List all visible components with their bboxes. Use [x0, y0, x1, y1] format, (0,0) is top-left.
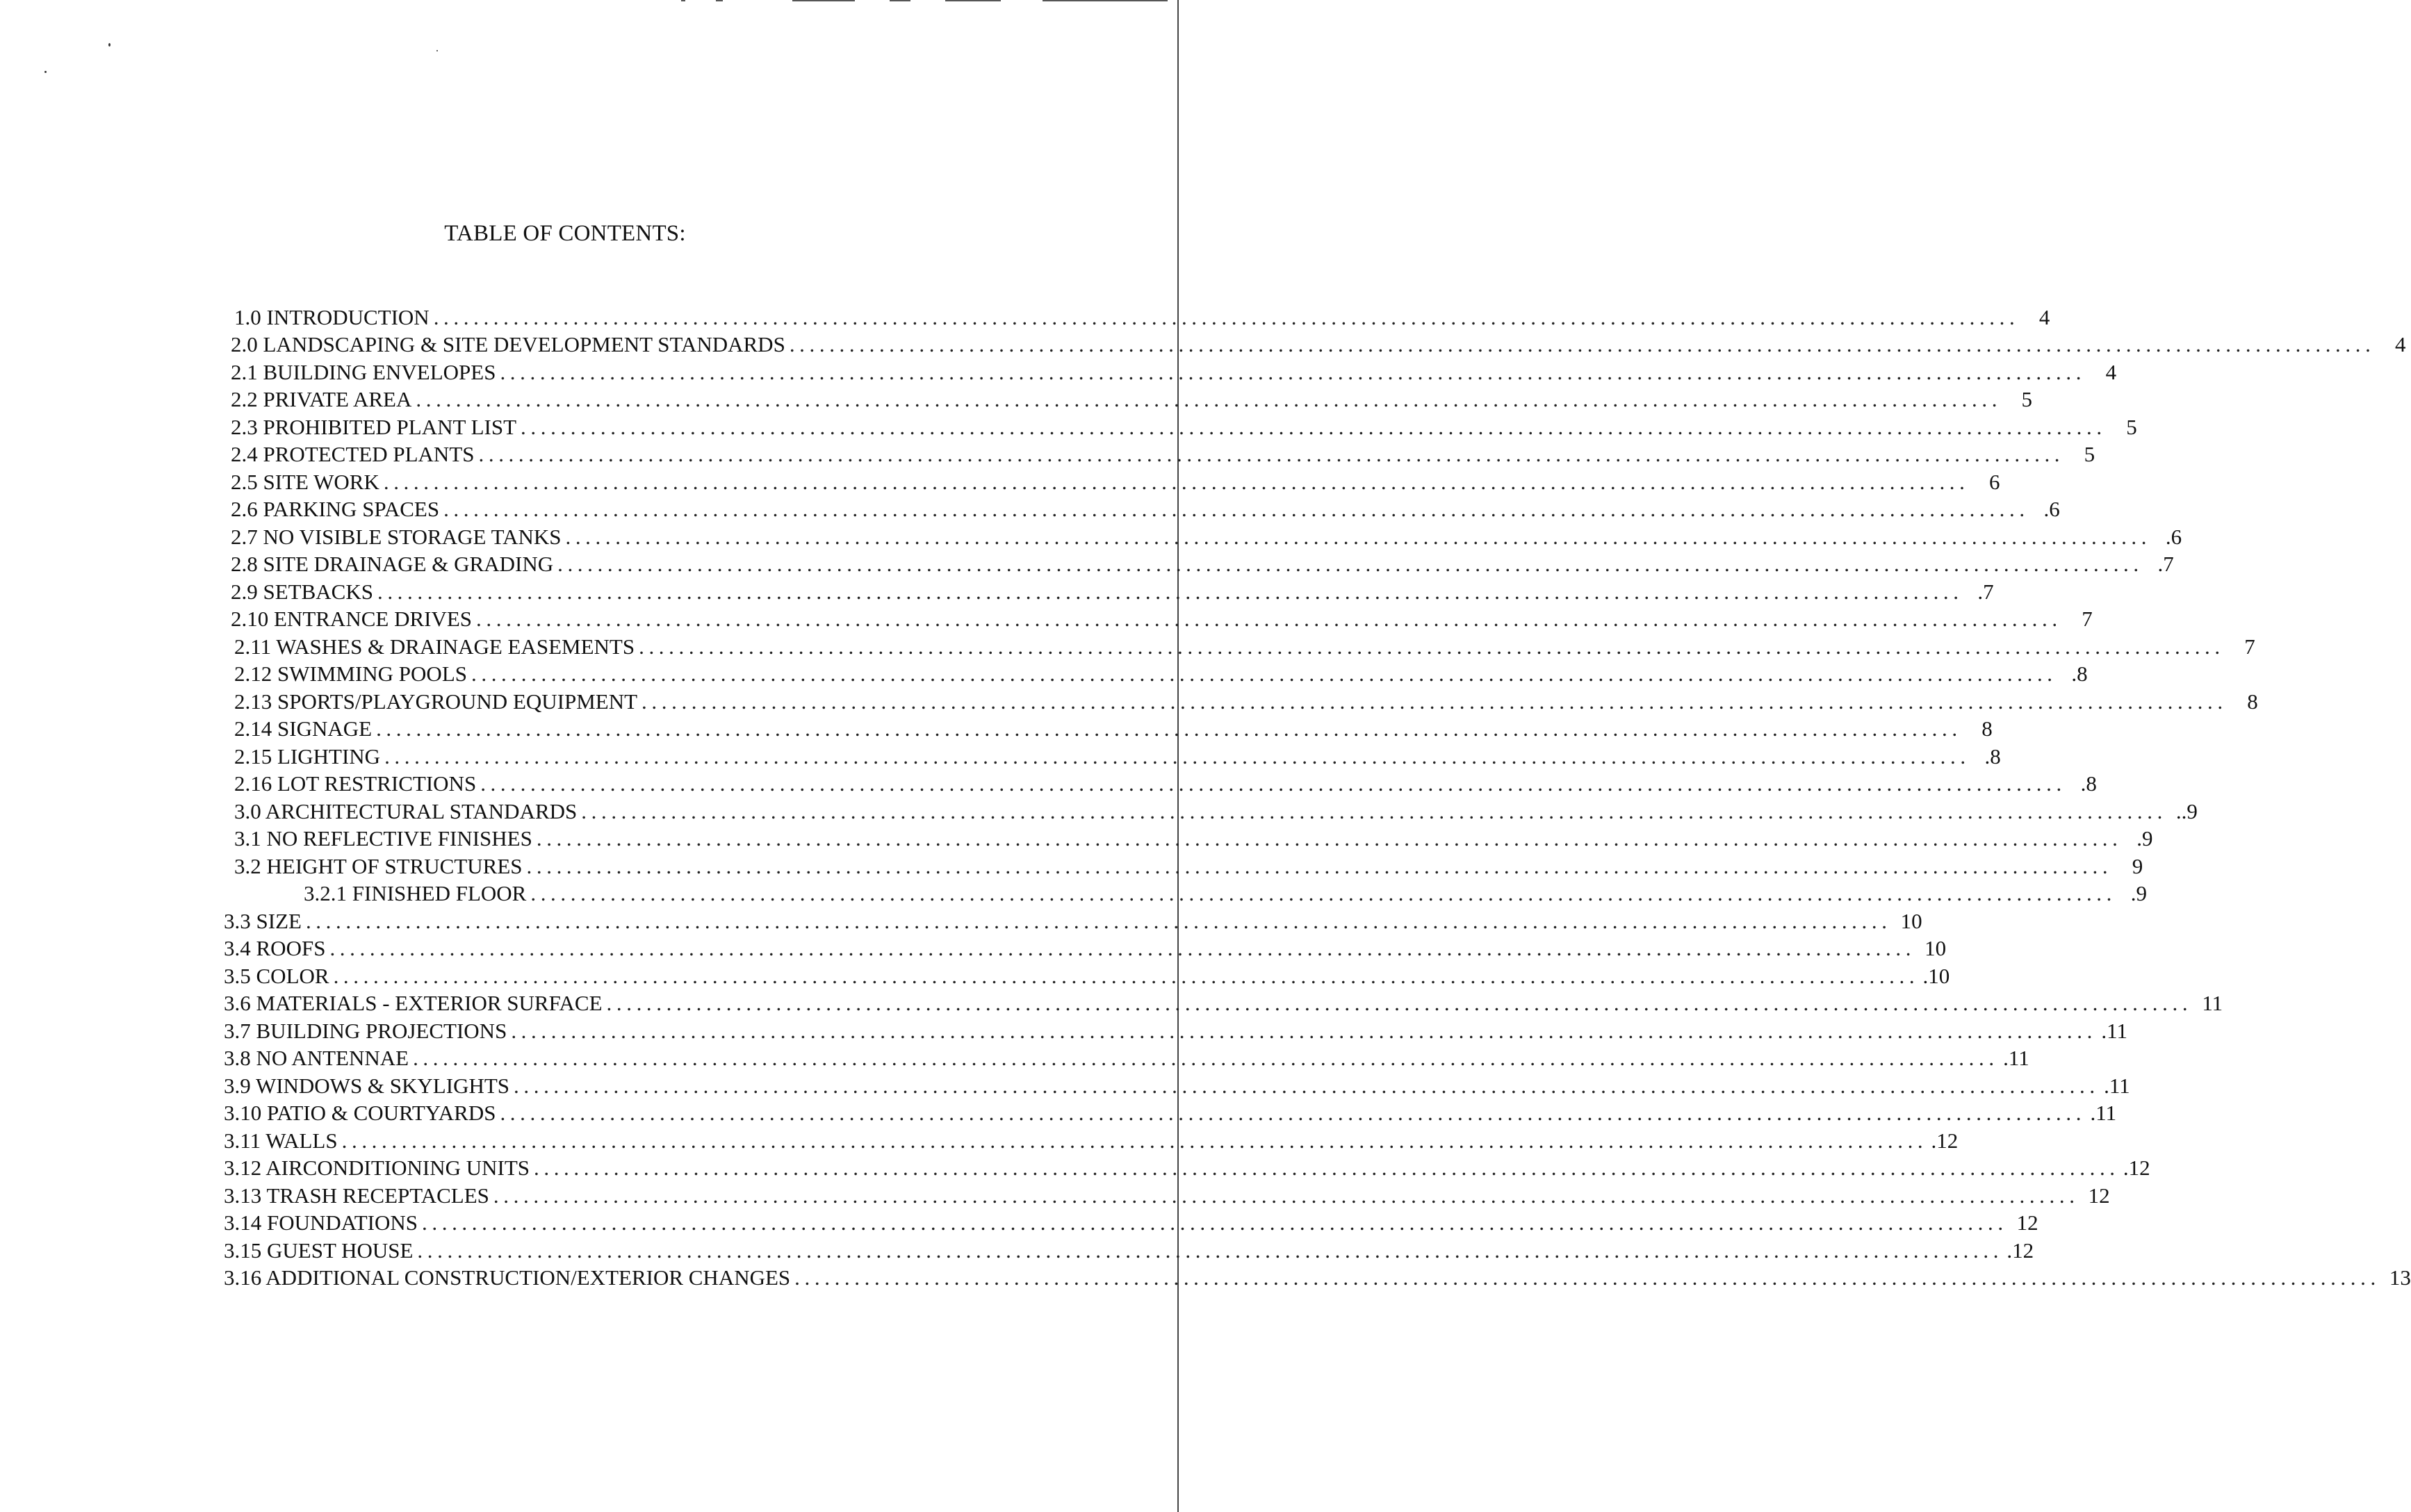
toc-entry-label: 3.9 WINDOWS & SKYLIGHTS — [224, 1073, 510, 1098]
toc-entry-page: .11 — [2003, 1046, 2029, 1070]
dot-leader: ............................................................................................................................................................... — [557, 552, 2143, 576]
toc-entry-label: 3.15 GUEST HOUSE — [224, 1238, 414, 1263]
dot-leader: ............................................................................................................................................................... — [639, 634, 2225, 659]
toc-entry — [0, 877, 2148, 905]
toc-entry — [0, 987, 2223, 1015]
dot-leader: ............................................................................................................................................................... — [376, 716, 1962, 741]
toc-entry-label: 2.3 PROHIBITED PLANT LIST — [231, 414, 517, 439]
toc-entry-page: 12 — [2016, 1210, 2038, 1235]
toc-entry — [0, 1233, 2034, 1263]
dot-leader: ............................................................................................................................................................... — [416, 387, 2002, 411]
toc-entry-page: 6 — [1989, 469, 2000, 494]
toc-entry — [0, 300, 2050, 329]
dot-leader: ............................................................................................................................................................... — [413, 1046, 1999, 1070]
toc-entry-label: 2.13 SPORTS/PLAYGROUND EQUIPMENT — [234, 689, 638, 714]
toc-entry-page: .11 — [2104, 1073, 2130, 1098]
toc-entry-label: 3.5 COLOR — [224, 963, 329, 988]
toc-entry-page: 11 — [2202, 991, 2223, 1015]
toc-entry — [0, 739, 2001, 769]
toc-entry — [0, 328, 2406, 356]
dot-leader: ............................................................................................................................................................... — [565, 524, 2152, 549]
dot-leader: ............................................................................................................................................................... — [536, 826, 2123, 850]
dot-leader: ............................................................................................................................................................... — [384, 743, 1970, 769]
toc-entry-label: 1.0 INTRODUCTION — [234, 304, 430, 329]
dot-leader: ............................................................................................................................................................... — [478, 442, 2065, 466]
toc-entry-page: 4 — [2394, 332, 2406, 356]
toc-entry-page: 13 — [2389, 1265, 2411, 1290]
toc-entry-label: 2.6 PARKING SPACES — [231, 497, 440, 521]
toc-entry-label: 2.11 WASHES & DRAINAGE EASEMENTS — [234, 634, 635, 659]
toc-entry-label: 2.1 BUILDING ENVELOPES — [231, 359, 496, 384]
toc-entry-label: 2.12 SWIMMING POOLS — [234, 662, 467, 686]
toc-entry-label: 2.9 SETBACKS — [231, 579, 373, 604]
toc-entry-page: 10 — [1900, 908, 1922, 933]
toc-entry-page: .6 — [2043, 497, 2060, 521]
toc-entry-page: 5 — [2126, 414, 2137, 439]
toc-entry-label: 3.2.1 FINISHED FLOOR — [304, 881, 527, 905]
toc-entry-page: .12 — [2123, 1156, 2150, 1180]
toc-entry-page: .7 — [2157, 552, 2174, 576]
toc-entry-label: 2.5 SITE WORK — [231, 469, 379, 494]
toc-entry-page: 7 — [2082, 607, 2093, 631]
toc-entry-page: 8 — [1981, 716, 1993, 741]
toc-entry-label: 3.8 NO ANTENNAE — [224, 1046, 409, 1070]
toc-entry-page: 4 — [2105, 359, 2117, 384]
toc-entry-page: .12 — [2007, 1238, 2034, 1263]
toc-entry — [0, 1178, 2110, 1208]
toc-entry — [0, 630, 2255, 659]
dot-leader: ............................................................................................................................................................... — [383, 469, 1970, 494]
dot-leader: ............................................................................................................................................................... — [341, 1128, 1928, 1153]
toc-entry — [0, 575, 1994, 604]
dot-leader: ............................................................................................................................................................... — [789, 332, 2376, 356]
toc-entry-page: 10 — [1924, 936, 1947, 960]
toc-entry-label: 3.11 WALLS — [224, 1128, 338, 1153]
dot-leader: ............................................................................................................................................................... — [422, 1210, 2008, 1235]
toc-entry — [0, 932, 1947, 960]
scan-speck — [44, 71, 47, 73]
toc-entry-label: 3.1 NO REFLECTIVE FINISHES — [234, 826, 532, 850]
toc-entry — [0, 712, 1993, 741]
toc-entry-page: .11 — [2101, 1018, 2127, 1043]
toc-entry — [0, 1261, 2411, 1290]
toc-entry-page: .8 — [2080, 771, 2097, 796]
toc-entry-label: 2.8 SITE DRAINAGE & GRADING — [231, 552, 554, 576]
toc-entry — [0, 822, 2153, 850]
toc-entry — [0, 493, 2060, 521]
toc-entry-label: 3.4 ROOFS — [224, 936, 326, 960]
dot-leader: ............................................................................................................................................................... — [641, 689, 2228, 714]
dot-leader: ............................................................................................................................................................... — [329, 936, 1916, 960]
toc-entry-page: .8 — [2071, 662, 2088, 686]
toc-entry-page: .6 — [2165, 524, 2182, 549]
toc-entry — [0, 1042, 2029, 1070]
toc-entry-label: 3.6 MATERIALS - EXTERIOR SURFACE — [224, 991, 603, 1015]
dot-leader: ............................................................................................................................................................... — [443, 497, 2029, 521]
dot-leader: ............................................................................................................................................................... — [305, 908, 1892, 933]
toc-entry-page: 7 — [2244, 634, 2255, 659]
toc-entry-label: 3.0 ARCHITECTURAL STANDARDS — [234, 798, 578, 823]
toc-entry — [0, 1124, 1959, 1153]
dot-leader: ............................................................................................................................................................... — [433, 304, 2020, 329]
toc-entry — [0, 767, 2097, 796]
toc-entry — [0, 602, 2093, 631]
toc-entry — [0, 904, 1922, 933]
toc-entry-label: 2.14 SIGNAGE — [234, 716, 373, 741]
dot-leader: ............................................................................................................................................................... — [377, 579, 1963, 604]
toc-entry-label: 2.4 PROTECTED PLANTS — [231, 442, 475, 466]
toc-entry — [0, 1069, 2130, 1098]
scan-artifacts — [681, 0, 1179, 2]
toc-entry-page: ..9 — [2175, 798, 2198, 823]
dot-leader: ............................................................................................................................................................... — [500, 359, 2086, 384]
dot-leader: ............................................................................................................................................................... — [476, 607, 2062, 631]
scan-speck — [108, 43, 111, 47]
dot-leader: ............................................................................................................................................................... — [514, 1073, 2100, 1098]
toc-entry-page: 5 — [2021, 387, 2033, 411]
dot-leader: ............................................................................................................................................................... — [794, 1265, 2380, 1290]
toc-entry-label: 3.14 FOUNDATIONS — [224, 1210, 418, 1235]
toc-entry-page: .8 — [1984, 743, 2001, 769]
toc-entry-page: 4 — [2038, 304, 2050, 329]
dot-leader: ............................................................................................................................................................... — [526, 853, 2113, 878]
toc-entry-label: 2.7 NO VISIBLE STORAGE TANKS — [231, 524, 562, 549]
toc-entry-page: .9 — [2130, 881, 2148, 905]
toc-entry-page: .10 — [1922, 963, 1950, 988]
toc-entry — [0, 849, 2143, 878]
dot-leader: ............................................................................................................................................................... — [493, 1183, 2079, 1208]
dot-leader: ............................................................................................................................................................... — [581, 798, 2167, 823]
dot-leader: ............................................................................................................................................................... — [530, 881, 2117, 905]
toc-entry — [0, 684, 2258, 714]
toc-entry — [0, 1096, 2117, 1125]
dot-leader: ............................................................................................................................................................... — [606, 991, 2193, 1015]
dot-leader: ............................................................................................................................................................... — [511, 1018, 2097, 1043]
toc-entry-label: 3.10 PATIO & COURTYARDS — [224, 1101, 496, 1125]
toc-entry-label: 3.2 HEIGHT OF STRUCTURES — [234, 853, 523, 878]
toc-entry — [0, 794, 2198, 823]
toc-entry-page: 5 — [2084, 442, 2095, 466]
toc-entry-page: 8 — [2247, 689, 2258, 714]
toc-entry — [0, 959, 1950, 988]
page-title: TABLE OF CONTENTS: — [444, 221, 686, 246]
dot-leader: ............................................................................................................................................................... — [333, 963, 1920, 988]
toc-entry-label: 3.7 BUILDING PROJECTIONS — [224, 1018, 507, 1043]
dot-leader: ............................................................................................................................................................... — [480, 771, 2066, 796]
toc-entry — [0, 355, 2117, 384]
dot-leader: ............................................................................................................................................................... — [471, 662, 2057, 686]
toc-entry-page: .11 — [2090, 1101, 2117, 1125]
toc-entry-label: 3.16 ADDITIONAL CONSTRUCTION/EXTERIOR CHANGES — [224, 1265, 791, 1290]
toc-entry-label: 3.13 TRASH RECEPTACLES — [224, 1183, 489, 1208]
dot-leader: ............................................................................................................................................................... — [500, 1101, 2086, 1125]
toc-entry-page: .12 — [1931, 1128, 1959, 1153]
toc-entry-label: 3.3 SIZE — [224, 908, 302, 933]
dot-leader: ............................................................................................................................................................... — [521, 414, 2107, 439]
toc-entry-label: 2.0 LANDSCAPING & SITE DEVELOPMENT STANDARDS — [231, 332, 785, 356]
scan-speck — [436, 50, 438, 51]
toc-entry-label: 2.16 LOT RESTRICTIONS — [234, 771, 477, 796]
dot-leader: ............................................................................................................................................................... — [417, 1238, 2004, 1263]
toc-entry — [0, 1206, 2038, 1235]
toc-entry — [0, 465, 2000, 494]
table-of-contents — [0, 300, 2411, 1290]
toc-entry-page: 12 — [2088, 1183, 2110, 1208]
toc-entry — [0, 657, 2088, 686]
toc-entry — [0, 383, 2033, 411]
toc-entry-page: .9 — [2136, 826, 2153, 850]
toc-entry-label: 2.10 ENTRANCE DRIVES — [231, 607, 473, 631]
toc-entry — [0, 410, 2137, 439]
toc-entry-page: .7 — [1977, 579, 1994, 604]
dot-leader: ............................................................................................................................................................... — [534, 1156, 2120, 1180]
toc-entry — [0, 438, 2095, 466]
toc-entry — [0, 1014, 2127, 1043]
toc-entry — [0, 520, 2182, 549]
toc-entry-page: 9 — [2132, 853, 2143, 878]
toc-entry — [0, 548, 2174, 576]
toc-entry — [0, 1151, 2150, 1180]
toc-entry-label: 2.15 LIGHTING — [234, 743, 381, 769]
toc-entry-label: 3.12 AIRCONDITIONING UNITS — [224, 1156, 530, 1180]
toc-entry-label: 2.2 PRIVATE AREA — [231, 387, 412, 411]
